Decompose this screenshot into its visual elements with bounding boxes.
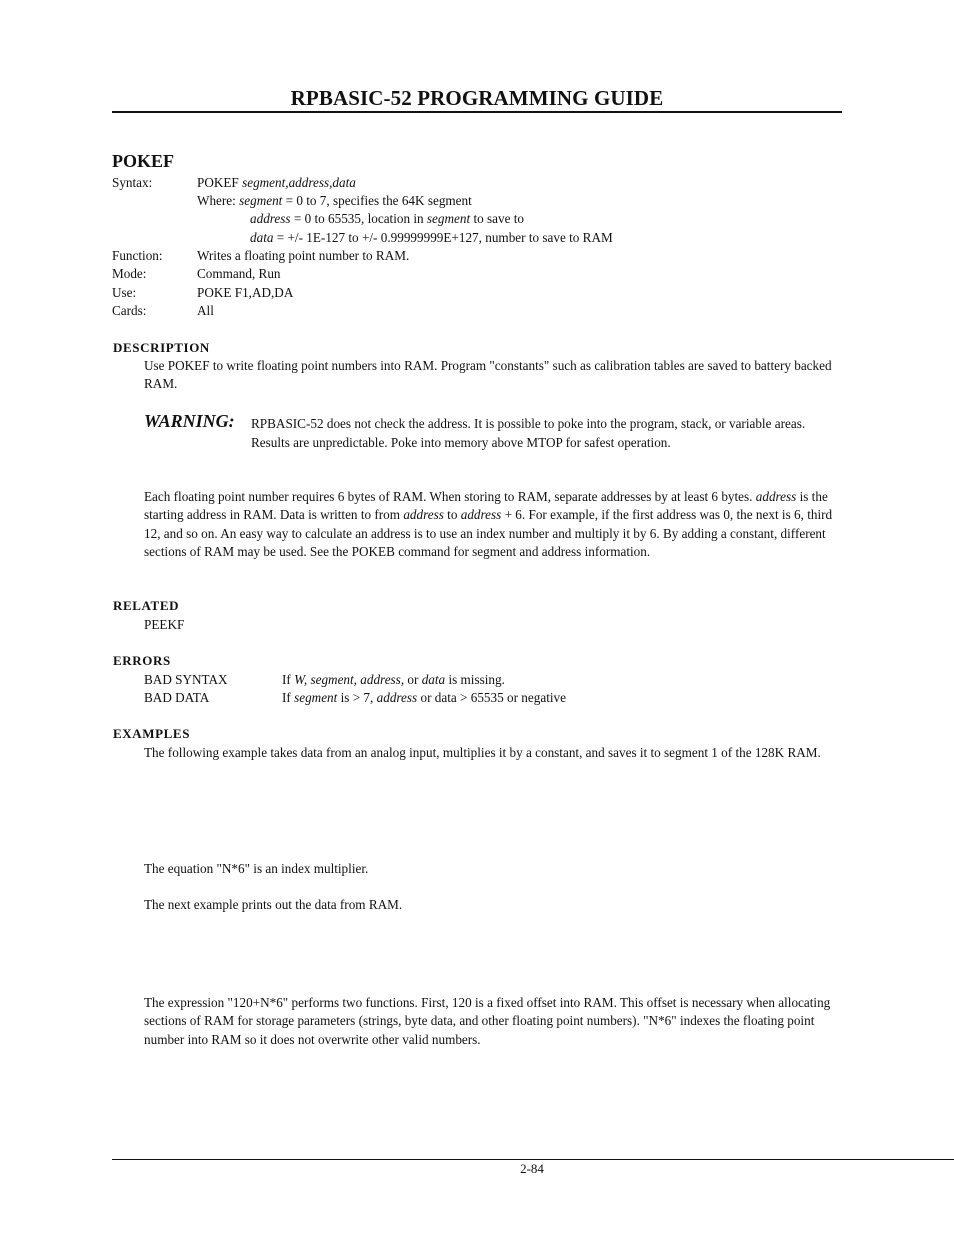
where-segment-text: = 0 to 7, specifies the 64K segment	[285, 193, 472, 208]
syntax-line	[197, 174, 356, 192]
syntax-args: segment,address,data	[242, 175, 356, 190]
where-address-name: address	[250, 211, 291, 226]
description-paragraph-1: Use POKEF to write floating point numbers into RAM. Program "constants" such as calibration tables are saved to battery backed RAM.	[144, 358, 832, 392]
e2-address: address	[376, 690, 418, 705]
p2-text-b: is the starting address in RAM. Data is written to from	[144, 489, 828, 523]
use-label: Use:	[112, 285, 137, 300]
p2-address-3: address	[460, 507, 502, 523]
page-number: 2-84	[520, 1161, 544, 1176]
cards-label: Cards:	[112, 303, 147, 318]
e2-tail: or data > 65535 or negative	[420, 690, 566, 705]
description-heading: DESCRIPTION	[113, 340, 210, 355]
error-name-bad-data: BAD DATA	[144, 690, 210, 705]
p2-text-a: Each floating point number requires 6 bytes of RAM. When storing to RAM, separate addresses by at least 6 bytes.	[144, 489, 753, 504]
syntax-label: Syntax:	[112, 175, 153, 190]
examples-paragraph-2: The equation "N*6" is an index multiplier.	[144, 861, 369, 876]
where-data-name: data	[250, 230, 274, 245]
footer-rule	[112, 1159, 954, 1160]
mode-value: Command, Run	[197, 266, 281, 281]
e2-if: If	[282, 690, 291, 705]
function-label: Function:	[112, 248, 163, 263]
command-title: POKEF	[112, 151, 174, 171]
e1-or: , or	[400, 672, 419, 687]
use-value: POKE F1,AD,DA	[197, 285, 294, 300]
warning-label: WARNING:	[144, 411, 235, 431]
where-label: Where:	[197, 193, 236, 208]
e1-tail: is missing.	[448, 672, 505, 687]
related-heading: RELATED	[113, 598, 180, 613]
error-desc-bad-data	[282, 689, 566, 707]
examples-paragraph-1: The following example takes data from an analog input, multiplies it by a constant, and saves it to segment 1 of the 128K RAM.	[144, 745, 821, 760]
e1-data: data	[421, 672, 446, 687]
errors-heading: ERRORS	[113, 653, 171, 668]
related-item: PEEKF	[144, 617, 185, 632]
examples-paragraph-4: The expression "120+N*6" performs two functions. First, 120 is a fixed offset into RAM. This offset is necessary when allocating sections of RAM for storage parameters (strings, byte data, and other floating point numbers). "N*6" indexes the floating point number into RAM so it does not overwrite other valid numbers.	[144, 995, 831, 1047]
warning-text: RPBASIC-52 does not check the address. It is possible to poke into the program, stack, or variable areas. Results are unpredictable. Poke into memory above MTOP for safest operation.	[251, 416, 806, 450]
examples-heading: EXAMPLES	[113, 726, 191, 741]
where-segment-name: segment	[239, 193, 283, 208]
syntax-keyword: POKEF	[197, 175, 239, 190]
page-header-title: RPBASIC-52 PROGRAMMING GUIDE	[290, 86, 664, 110]
p2-text-d: + 6. For example, if the first address was 0, the next is 6, third 12, and so on. An easy way to calculate an address is to use an index number and multiply it by 6. By adding a constant, different sections of RAM may be used. See the POKEB command for segment and address information.	[144, 507, 833, 560]
e2-mid: is > 7,	[340, 690, 374, 705]
p2-address-1: address	[755, 489, 797, 504]
where-address-segment: segment	[426, 211, 471, 226]
where-address-line	[250, 210, 524, 228]
cards-value: All	[197, 303, 214, 318]
e2-segment: segment	[294, 690, 338, 705]
error-name-bad-syntax: BAD SYNTAX	[144, 672, 228, 687]
where-data-line	[250, 229, 613, 247]
p2-text-c: to	[447, 507, 458, 523]
function-value: Writes a floating point number to RAM.	[197, 248, 410, 263]
e1-if: If	[282, 672, 291, 687]
header-rule	[112, 111, 842, 113]
e1-vars: W, segment, address	[294, 672, 401, 687]
examples-paragraph-3: The next example prints out the data from RAM.	[144, 897, 403, 912]
where-data-text: = +/- 1E-127 to +/- 0.99999999E+127, number to save to RAM	[276, 230, 613, 245]
p2-address-2: address	[403, 507, 444, 523]
where-address-text1: = 0 to 65535, location in	[293, 211, 424, 226]
where-segment-line	[197, 192, 472, 210]
where-address-text2: to save to	[473, 211, 524, 226]
error-desc-bad-syntax	[282, 671, 505, 689]
mode-label: Mode:	[112, 266, 147, 281]
description-paragraph-2	[144, 488, 844, 562]
